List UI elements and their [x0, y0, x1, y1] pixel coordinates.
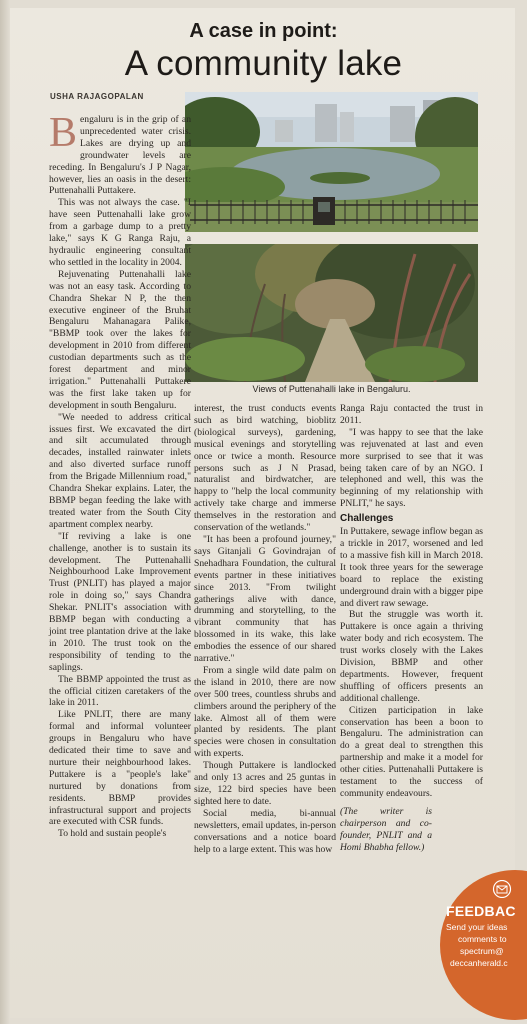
paragraph: "I was happy to see that the lake was rejuvenated at last and even more surprised to see that it was being taken care of by an NGO. I telephoned and well, this was the beginning of my relationship with PNLIT," he says. [340, 426, 483, 510]
article-column-3 [340, 403, 483, 854]
paragraph: The BBMP appointed the trust as the official citizen caretakers of the lake in 2011. [49, 673, 191, 709]
photo-caption: Views of Puttenahalli lake in Bengaluru. [252, 384, 411, 394]
feedback-line: Send your ideas [446, 922, 508, 932]
paragraph: Though Puttakere is landlocked and only 13 acres and 25 guntas in size, 122 bird species have been sighted here to date. [194, 760, 336, 807]
feedback-email-line: deccanherald.c [450, 958, 508, 968]
feedback-email-line: spectrum@ [460, 946, 504, 956]
lake-photo [185, 92, 478, 232]
paragraph: Like PNLIT, there are many formal and informal volunteer groups in Bengaluru who have dedicated their time to save and nurture their neighbourhood lakes. Puttakere is a "people's lake" nurtured by donations from residents. BBMP provides infrastructural support and projects are executed with CSR funds. [49, 709, 191, 828]
paragraph: From a single wild date palm on the island in 2010, there are now over 500 trees, countless shrubs and climbers around the periphery of the lake. Almost all of them were planted by residents. The plant species were chosen in consultation with experts. [194, 664, 336, 760]
drop-cap: B [49, 110, 78, 156]
feedback-title: FEEDBAC [446, 903, 516, 919]
paragraph: "It has been a profound journey," says Gitanjali G Govindrajan of Snehadhara Foundation, the cultural events partner in these initiatives since 2013. "From twilight gatherings alive with dance, drumming and storytelling, to the vibrant community that has blossomed in its wake, this lake embodies the essence of our shared narrative." [194, 533, 336, 665]
author-note: (The writer is chairperson and co-founder, PNLIT and a Homi Bhabha fellow.) [340, 805, 432, 853]
subheading-challenges: Challenges [340, 513, 394, 525]
paper-edge-shadow [0, 0, 10, 1024]
kicker-headline: A case in point: [189, 20, 338, 42]
article-column-1 [49, 110, 191, 840]
feedback-line: comments to [458, 934, 507, 944]
paragraph: Citizen participation in lake conservation has been a boon to Bengaluru. The administration can do a great deal to strengthen this partnership and make it a model for other cities. Puttenahalli Puttakere is testament to the success of community endeavours. [340, 704, 483, 799]
paragraph: This was not always the case. "I have seen Puttenahalli lake grow from a garbage dump to a pretty lake," says K G Ranga Raju, a hydraulic engineering consultant who settled in the locality in 2004. [49, 197, 191, 268]
paragraph: "If reviving a lake is one challenge, another is to sustain its development. The Puttenahalli Neighbourhood Lake Improvement Trust (PNLIT) has played a major role in doing so," says Chandra Shekar. PNLIT's association with BBMP began with conducting a joint tree plantation drive at the lake in 2010. The trust took on the responsibility of tending to the saplings. [49, 530, 191, 673]
paragraph: Rejuvenating Puttenahalli lake was not an easy task. According to Chandra Shekar N P, the then executive engineer of the Bruhat Bengaluru Mahanagara Palike, "BBMP took over the lakes for development in 2010 from different custodian departments such as the forest department and minor irrigation." Puttenahalli Puttakere was the first lake taken up for development in south Bengaluru. [49, 268, 191, 411]
paragraph: But the struggle was worth it. Puttakere is once again a thriving water body and rich ecosystem. The trust works closely with the Lakes Division, BBMP and other departments. However, frequent shuffling of officers presents an additional challenge. [340, 609, 483, 704]
lake-path-photo [185, 244, 478, 382]
envelope-icon [492, 880, 512, 898]
paragraph: In Puttakere, sewage inflow began as a trickle in 2017, worsened and led to a massive fish kill in March 2018. It took three years for the sewerage board to replace the existing underground drain with a bigger pipe and divert raw sewage. [340, 526, 483, 609]
article-column-2 [194, 403, 336, 855]
paragraph: interest, the trust conducts events such as bird watching, bioblitz (biological surveys), gardening, musical evenings and storytelling once or twice a month. Resource persons such as J N Prasad, naturalist and birdwatcher, are happy to "help the local community actively take charge and immerse themselves in the restoration and conservation of the wetlands." [194, 403, 336, 534]
paragraph: Bengaluru is in the grip of an unprecedented water crisis. Lakes are drying up and groundwater levels are receding. In Bengaluru's J P Nagar, however, lies an oasis in the desert: Puttenahalli Puttakere. [49, 110, 191, 197]
main-headline: A community lake [124, 44, 403, 83]
paragraph: To hold and sustain people's [58, 828, 167, 840]
paragraph: "We needed to address critical issues first. We excavated the dirt and silt accumulated through decades, installed rainwater inlets and also diverted surface runoff from the Brigade Millennium road," Chandra Shekar explains. Later, the BBMP began feeding the lake with treated water from the South City apartment complex nearby. [49, 411, 191, 530]
paragraph: Social media, bi-annual newsletters, email updates, in-person conversations and a notice board help to a large extent. This was how [194, 807, 336, 855]
byline: USHA RAJAGOPALAN [50, 92, 144, 101]
paragraph: Ranga Raju contacted the trust in 2011. [340, 403, 483, 426]
